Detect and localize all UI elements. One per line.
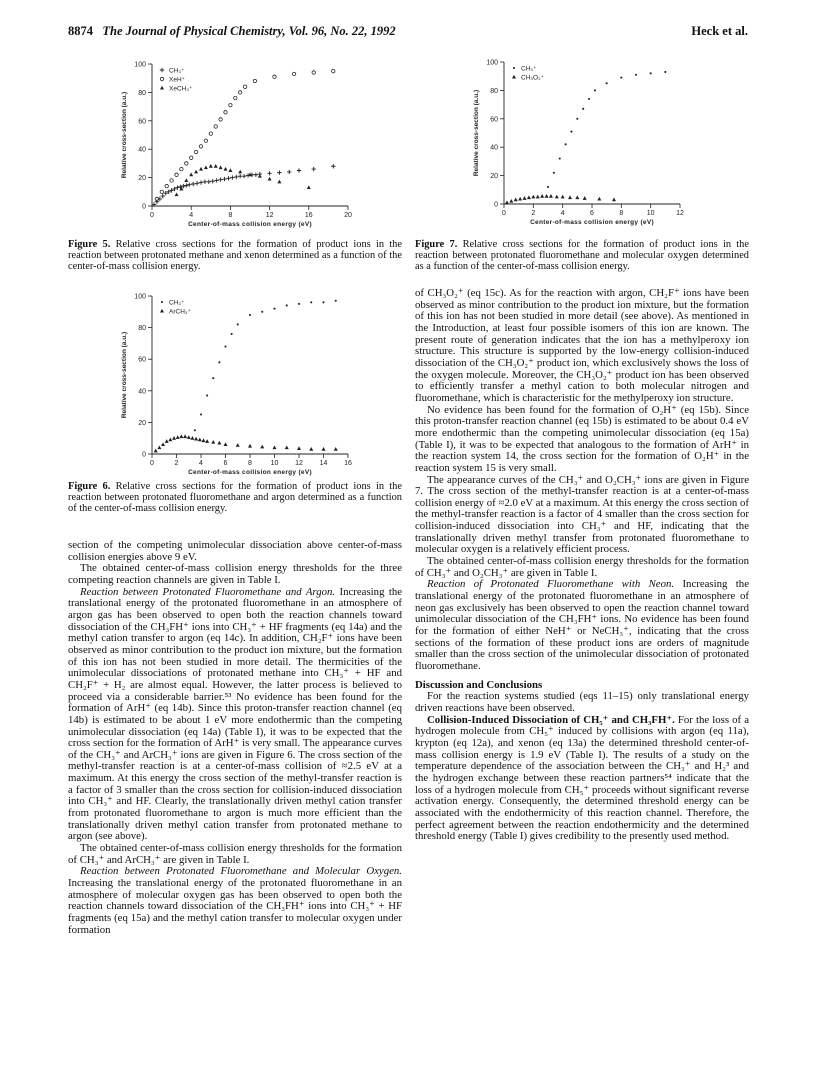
data-point — [635, 74, 637, 76]
figure-6-caption — [68, 481, 402, 515]
data-point — [273, 445, 277, 449]
data-point — [229, 103, 232, 106]
legend-entry: XeH⁺ — [169, 76, 186, 84]
y-tick-label: 60 — [138, 356, 146, 364]
paragraph-title: Reaction between Protonated Fluoromethane and Argon. — [80, 585, 336, 598]
data-point — [238, 174, 242, 178]
y-tick-label: 20 — [138, 419, 146, 427]
series-ch3 — [152, 164, 336, 207]
figure-5-caption — [68, 239, 402, 273]
data-point — [157, 445, 161, 449]
legend-entry: CH₃⁺ — [169, 299, 185, 307]
x-tick-label: 8 — [619, 210, 624, 217]
y-tick-label: 40 — [490, 144, 498, 152]
data-point — [273, 308, 275, 310]
figure-5-chart — [118, 58, 358, 226]
data-point — [234, 96, 237, 99]
x-tick-label: 8 — [228, 212, 233, 219]
data-point — [201, 438, 205, 442]
data-point — [277, 170, 281, 174]
data-point — [547, 186, 549, 188]
data-point — [236, 443, 240, 447]
data-point — [199, 180, 203, 184]
paragraph — [68, 587, 402, 843]
data-point — [228, 168, 232, 172]
y-tick-label: 0 — [142, 203, 146, 211]
paragraph: No evidence has been found for the formation of O₂H⁺ (eq 15b). Since this proton-transfer reaction channel (eq 15b) is estimated to be about 0.4 eV more endothermic than the competing unimolecular dissociation (eq 15a) (Table I), it was to be expected that analogous to the formation of ArH⁺ in the reaction system 14, the cross section for the formation of O₂H⁺ in the reaction system 15 is very small. — [415, 403, 749, 474]
data-point — [161, 194, 165, 198]
data-point — [175, 173, 178, 176]
data-point — [575, 195, 579, 199]
journal-title: The Journal of Physical Chemistry, Vol. 96, No. 22, 1992 — [102, 24, 396, 38]
left-column-text — [68, 540, 402, 936]
data-point — [187, 435, 191, 439]
figure-5-label: Figure 5. — [68, 239, 111, 250]
data-point — [184, 178, 188, 182]
data-point — [238, 170, 242, 174]
data-point — [322, 447, 326, 451]
y-tick-label: 60 — [138, 118, 146, 126]
data-point — [612, 198, 616, 202]
data-point — [559, 158, 561, 160]
data-point — [203, 180, 207, 184]
figure-7-caption — [415, 239, 749, 273]
series-ch3 — [547, 71, 666, 188]
paragraph-title: Collision-Induced Dissociation of CH₅⁺ and CH₃FH⁺. — [427, 713, 675, 726]
y-tick-label: 80 — [138, 89, 146, 97]
x-tick-label: 14 — [319, 460, 328, 467]
x-tick-label: 0 — [150, 460, 154, 467]
data-point — [268, 177, 272, 181]
data-point — [172, 436, 176, 440]
paragraph: For the reaction systems studied (eqs 11–15) only translational energy driven reactions have been observed. — [415, 690, 749, 714]
legend — [160, 300, 191, 316]
data-point — [184, 183, 188, 187]
data-point — [334, 447, 338, 451]
data-point — [175, 192, 179, 196]
data-point — [298, 303, 300, 305]
data-point — [211, 440, 215, 444]
data-point — [332, 69, 335, 72]
figure-7-chart — [470, 56, 700, 224]
data-point — [561, 195, 565, 199]
paragraph: The appearance curves of the CH₃⁺ and O₂CH₃⁺ ions are given in Figure 7. The cross section of the methyl-transfer reaction is at a center-of-mass collision energy of ≈2.0 eV at a maximum. At this energy the cross section of the methyl-transfer reaction is a factor of 4 smaller than the cross section for collision-induced dissociation into CH₃⁺ and HF, indicating that the translationally driven methyl transfer from protonated fluoromethane to molecular oxygen is a relatively efficient process. — [415, 473, 749, 556]
data-point — [165, 184, 168, 187]
x-axis-label: Center-of-mass collision energy (eV) — [530, 219, 654, 226]
data-point — [242, 174, 246, 178]
data-point — [224, 442, 228, 446]
data-point — [549, 194, 553, 198]
legend-entry: XeCH₃⁺ — [169, 85, 193, 93]
data-point — [218, 361, 220, 363]
figure-7-label: Figure 7. — [415, 239, 458, 250]
data-point — [205, 439, 209, 443]
x-tick-label: 16 — [344, 460, 352, 467]
x-tick-label: 0 — [150, 212, 154, 219]
data-point — [512, 75, 516, 79]
legend-entry: ArCH₃⁺ — [169, 308, 191, 316]
data-point — [307, 185, 311, 189]
data-point — [217, 441, 221, 445]
data-point — [165, 439, 169, 443]
data-point — [536, 195, 540, 199]
x-tick-label: 8 — [248, 460, 252, 467]
data-point — [565, 143, 567, 145]
series-ch3 — [194, 300, 337, 432]
y-tick-label: 100 — [486, 59, 498, 67]
data-point — [597, 197, 601, 201]
data-point — [297, 168, 301, 172]
paragraph-title: Reaction between Protonated Fluoromethane and Molecular Oxygen. — [80, 865, 402, 878]
data-point — [195, 181, 199, 185]
x-tick-label: 4 — [199, 460, 203, 467]
data-point — [194, 429, 196, 431]
x-tick-label: 6 — [223, 460, 228, 467]
data-point — [191, 182, 195, 186]
y-tick-label: 20 — [138, 175, 146, 183]
data-point — [594, 89, 596, 91]
y-axis-label: Relative cross-section (a.u.) — [473, 89, 480, 177]
y-tick-label: 100 — [134, 61, 146, 69]
x-tick-label: 16 — [304, 212, 313, 219]
data-point — [168, 438, 172, 442]
data-point — [292, 72, 295, 75]
data-point — [273, 75, 276, 78]
data-point — [261, 311, 263, 313]
data-point — [161, 442, 165, 446]
x-axis-label: Center-of-mass collision energy (eV) — [188, 469, 312, 476]
data-point — [194, 150, 197, 153]
figure-5-caption-text: Relative cross sections for the formation of product ions in the reaction between protonated methane and xenon determined as a function of the center-of-mass collision energy. — [68, 239, 402, 273]
data-point — [588, 98, 590, 100]
data-point — [194, 437, 198, 441]
figure-7-svg — [470, 56, 700, 224]
data-point — [606, 82, 608, 84]
running-header — [68, 24, 396, 39]
right-column-text — [415, 288, 749, 843]
x-tick-label: 6 — [590, 210, 594, 217]
data-point — [568, 195, 572, 199]
y-tick-label: 0 — [494, 201, 498, 209]
page-number: 8874 — [68, 24, 93, 38]
data-point — [555, 195, 559, 199]
data-point — [198, 438, 202, 442]
data-point — [176, 435, 180, 439]
legend-entry: CH₃⁺ — [169, 67, 185, 75]
y-tick-label: 20 — [490, 173, 498, 181]
series-ch3o2 — [505, 194, 616, 204]
data-point — [160, 309, 164, 313]
paragraph: The obtained center-of-mass collision energy thresholds for the three competing reaction channels are given in Table I. — [68, 562, 402, 586]
figure-6-chart — [118, 290, 358, 475]
paragraph — [68, 866, 402, 936]
data-point — [187, 183, 191, 187]
data-point — [239, 91, 242, 94]
legend — [512, 66, 544, 82]
data-point — [189, 173, 193, 177]
data-point — [190, 156, 193, 159]
data-point — [194, 170, 198, 174]
figure-7-caption-text: Relative cross sections for the formation of product ions in the reaction between protonated fluoromethane and molecular oxygen determined as a function of the center-of-mass collision energy. — [415, 239, 749, 273]
data-point — [224, 111, 227, 114]
data-point — [513, 67, 515, 69]
x-tick-label: 4 — [189, 212, 194, 219]
data-point — [286, 304, 288, 306]
legend — [160, 68, 193, 93]
data-point — [199, 167, 203, 171]
data-point — [664, 71, 666, 73]
data-point — [219, 165, 223, 169]
paragraph — [415, 715, 749, 843]
y-tick-label: 40 — [138, 388, 146, 396]
data-point — [287, 170, 291, 174]
data-point — [230, 175, 234, 179]
data-point — [505, 200, 509, 204]
data-point — [523, 196, 527, 200]
data-point — [234, 175, 238, 179]
paragraph-body: Increasing the translational energy of the protonated fluoromethane in an atmosphere of neon gas exclusively has been observed to open the reaction channel toward unimolecular dissociation of the CH₃FH⁺ ions. No evidence has been found for the formation of either NeH⁺ or NeCH₃⁺, indicating that the cross sections of the formation of these product ions are orders of magnitude smaller than the cross section of the unimolecular dissociation of protonated fluoromethane. — [415, 578, 749, 672]
data-point — [209, 164, 213, 168]
data-point — [204, 165, 208, 169]
x-axis-label: Center-of-mass collision energy (eV) — [188, 221, 312, 228]
paragraph: The obtained center-of-mass collision energy thresholds for the formation of CH₃⁺ and O₂CH₃⁺ are given in Table I. — [415, 555, 749, 579]
data-point — [509, 199, 513, 203]
data-point — [285, 445, 289, 449]
data-point — [222, 177, 226, 181]
data-point — [180, 167, 183, 170]
data-point — [309, 447, 313, 451]
x-tick-label: 12 — [265, 212, 274, 219]
data-point — [260, 445, 264, 449]
data-point — [540, 194, 544, 198]
x-tick-label: 2 — [174, 460, 179, 467]
y-tick-label: 80 — [490, 87, 498, 95]
data-point — [209, 132, 212, 135]
y-axis-label: Relative cross-section (a.u.) — [121, 91, 128, 179]
data-point — [218, 178, 222, 182]
data-point — [583, 196, 587, 200]
y-tick-label: 100 — [134, 293, 146, 301]
x-tick-label: 12 — [676, 210, 684, 217]
paragraph: of CH₃O₂⁺ (eq 15c). As for the reaction with argon, CH₂F⁺ ions have been observed as minor contribution to the product ion mixture, but the formation of this ion has not been studied in more detail (see above). As mentioned in the Introduction, at least four possible isomers of this ion are known. The present route of generation indicates that the ion has a methylperoxy ion structure. This structure is supported by the low-energy collision-induced dissociation of the CH₃O₂⁺ product ion, which exclusively shows the loss of the oxygen molecule. Moreover, the CH₃O₂⁺ product ion has been observed to efficiently transfer a methyl cation to both molecular nitrogen and fluoromethane, which is characteristic for the methylperoxy ion structure. — [415, 287, 749, 404]
data-point — [650, 72, 652, 74]
data-point — [531, 195, 535, 199]
x-tick-label: 20 — [344, 212, 352, 219]
figure-6-svg — [118, 290, 358, 475]
y-axis-label: Relative cross-section (a.u.) — [121, 331, 128, 419]
data-point — [160, 77, 163, 80]
data-point — [312, 167, 316, 171]
paragraph-body: Increasing the translational energy of the protonated fluoromethane in an atmosphere of argon gas has been observed to open both the reaction channels toward dissociation of the CH₃FH⁺ ions into CH₃⁺ + HF fragments (eq 14a) and the methyl cation transfer to argon (eq 14c). In addition, CH₂F⁺ ions have been observed as minor contribution to the product ion mixture, but the formation of this ion has not been studied in more detail. The thermicities of the unimolecular dissociations of protonated methane into CH₃⁺ + HF and CH₂F⁺ + H₂ are almost equal. However, the latter process is believed to proceed via a considerable barrier.⁵³ No evidence has been found for the formation of ArH⁺ (eq 14b). Since this proton-transfer reaction channel (eq 14b) is estimated to be about 1 eV more endothermic than the competing unimolecular dissociation (eq 14a) (Table I), it was to be expected that the cross section for the formation of ArH⁺ is very small. The appearance curves of the CH₃⁺ and ArCH₃⁺ ions are given in Figure 6. The cross section of the methyl-transfer reaction is at a center-of-mass collision of ≈2.5 eV at a maximum. At this energy the cross section of the methyl-transfer reaction is a factor of 3 smaller than the cross section for collision-induced dissociation into CH₃⁺ and HF. Clearly, the translationally driven methyl cation transfer from protonated fluoromethane to argon is much more efficient than the translationally driven methyl cation transfer from protonated methane to argon (see above). — [68, 585, 403, 843]
data-point — [179, 434, 183, 438]
figure-6-label: Figure 6. — [68, 481, 111, 492]
data-point — [570, 131, 572, 133]
data-point — [312, 71, 315, 74]
data-point — [185, 162, 188, 165]
paragraph-title: Reaction of Protonated Fluoromethane with Neon. — [427, 578, 675, 591]
data-point — [335, 300, 337, 302]
data-point — [161, 301, 163, 303]
paragraph-body: For the loss of a hydrogen molecule from CH₅⁺ induced by collisions with argon (eq 11a), krypton (eq 12a), and xenon (eq 13a) the determined threshold center-of-mass collision energy is 1.9 eV (Table I). The results of a study on the temperature dependence of the association between the CH₃⁺ and H₂³ and the hydrogen exchange between these reaction partners⁵⁴ indicate that the loss of a hydrogen molecule from CH₅⁺ proceeds without significant reverse activation energy. Consequently, the determined threshold energy can be associated with the endothermicity of this reaction channel. Therefore, the perfect agreement between the reaction endothermicity and the determined threshold energy (Table I) gives credibility to the presently used method. — [415, 713, 749, 843]
x-tick-label: 10 — [646, 210, 655, 217]
data-point — [231, 333, 233, 335]
data-point — [258, 174, 262, 178]
data-point — [254, 173, 258, 177]
data-point — [553, 172, 555, 174]
data-point — [170, 179, 173, 182]
data-point — [160, 190, 163, 193]
paragraph: The obtained center-of-mass collision energy thresholds for the formation of CH₃⁺ and ArCH₃⁺ are given in Table I. — [68, 842, 402, 866]
data-point — [253, 79, 256, 82]
data-point — [199, 145, 202, 148]
data-point — [212, 377, 214, 379]
running-header-authors: Heck et al. — [691, 24, 748, 38]
section-heading: Discussion and Conclusions — [415, 678, 543, 691]
series-arch3 — [154, 434, 338, 452]
data-point — [277, 180, 281, 184]
data-point — [267, 171, 271, 175]
legend-entry: CH₃O₂⁺ — [521, 74, 545, 82]
data-point — [204, 139, 207, 142]
data-point — [206, 394, 208, 396]
data-point — [576, 118, 578, 120]
data-point — [297, 446, 301, 450]
data-point — [160, 86, 164, 90]
data-point — [214, 164, 218, 168]
y-tick-label: 60 — [490, 116, 498, 124]
data-point — [518, 197, 522, 201]
data-point — [237, 323, 239, 325]
data-point — [214, 178, 218, 182]
paragraph: section of the competing unimolecular dissociation above center-of-mass collision energies above 9 eV. — [68, 539, 402, 563]
y-tick-label: 0 — [142, 451, 146, 459]
data-point — [249, 314, 251, 316]
data-point — [620, 77, 622, 79]
paragraph-body: Increasing the translational energy of the protonated fluoromethane in an atmosphere of molecular oxygen gas has been observed to open both the reaction channels toward dissociation of the CH₃FH⁺ ions into CH₃⁺ + HF fragments (eq 15a) and the methyl cation transfer to molecular oxygen under formation — [68, 877, 402, 936]
data-point — [310, 301, 312, 303]
data-point — [154, 449, 158, 453]
y-tick-label: 80 — [138, 325, 146, 333]
y-tick-label: 40 — [138, 146, 146, 154]
series-xech3 — [175, 164, 311, 196]
data-point — [160, 68, 164, 72]
data-point — [226, 176, 230, 180]
x-tick-label: 10 — [270, 460, 279, 467]
legend-entry: CH₃⁺ — [521, 65, 537, 73]
data-point — [322, 301, 324, 303]
figure-5-svg — [118, 58, 358, 226]
x-tick-label: 4 — [560, 210, 565, 217]
data-point — [214, 125, 217, 128]
data-point — [248, 444, 252, 448]
data-point — [207, 180, 211, 184]
data-point — [190, 436, 194, 440]
data-point — [582, 108, 584, 110]
data-point — [219, 118, 222, 121]
paragraph — [415, 579, 749, 672]
data-point — [514, 198, 518, 202]
x-tick-label: 12 — [295, 460, 303, 467]
data-point — [200, 413, 202, 415]
data-point — [183, 434, 187, 438]
data-point — [243, 85, 246, 88]
data-point — [527, 195, 531, 199]
data-point — [545, 194, 549, 198]
figure-6-caption-text: Relative cross sections for the formation of product ions in the reaction between protonated fluoromethane and argon determined as a function of the center-of-mass collision energy. — [68, 481, 402, 515]
data-point — [224, 346, 226, 348]
x-tick-label: 0 — [502, 210, 506, 217]
data-point — [224, 167, 228, 171]
data-point — [211, 179, 215, 183]
x-tick-label: 2 — [531, 210, 536, 217]
data-point — [331, 164, 335, 168]
